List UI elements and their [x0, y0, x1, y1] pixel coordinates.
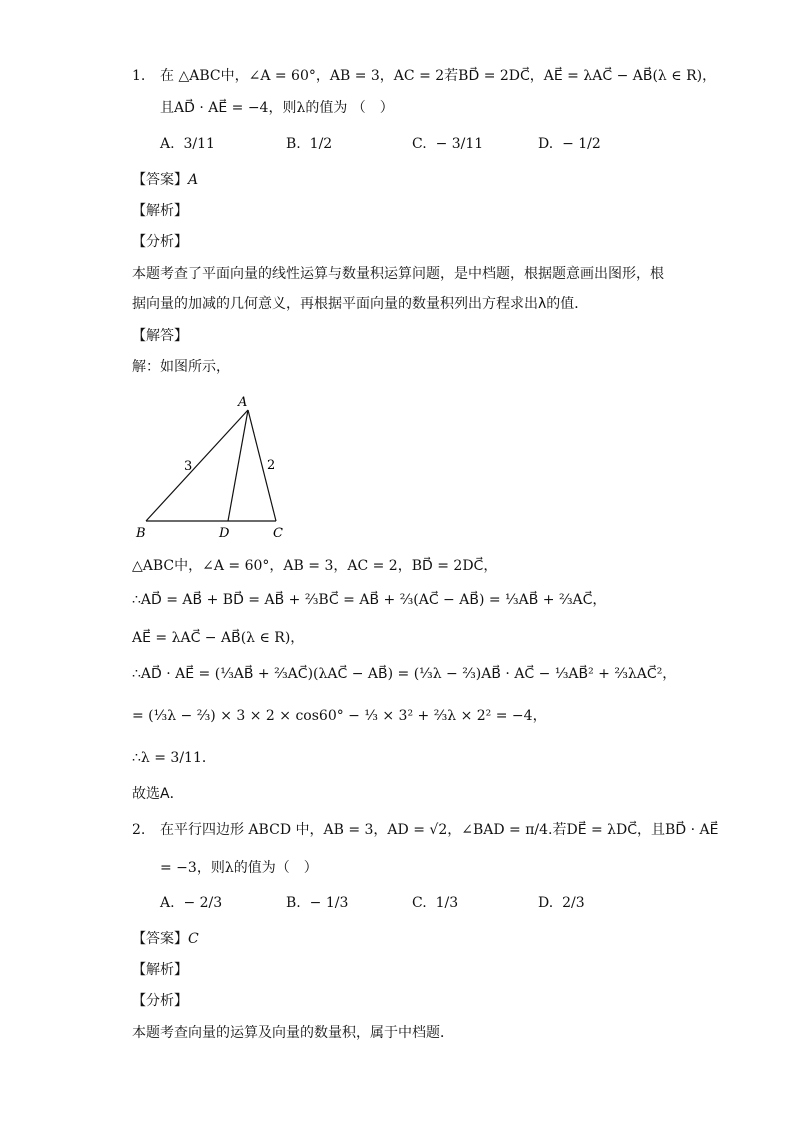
question-2-stem-line-2: = −3，则λ的值为（ ） [160, 860, 318, 876]
q1-jiexi-tag: 【解析】 [132, 203, 188, 219]
q1-step-5: = (⅓λ − ⅔) × 3 × 2 × cos60° − ⅓ × 3² + ⅔λ × 2² = −4， [132, 708, 547, 724]
question-1-stem-line-1: 在 △ABC中，∠A = 60°，AB = 3，AC = 2若BD⃗ = 2DC⃗，AE⃗ = λAC⃗ − AB⃗(λ ∈ R)， [160, 68, 717, 84]
q2-answer: 【答案】C [132, 931, 199, 947]
q2-option-a[interactable]: A. − 2/3 [160, 895, 223, 911]
q2-fenxi-text: 本题考查向量的运算及向量的数量积，属于中档题． [132, 1025, 454, 1041]
q1-option-a[interactable]: A. 3/11 [160, 136, 215, 152]
side-ab-length: 3 [184, 459, 193, 474]
q1-step-3: AE⃗ = λAC⃗ − AB⃗(λ ∈ R)， [132, 630, 305, 646]
q1-step-6: ∴λ = 3/11． [132, 750, 216, 766]
question-1-number: 1. [132, 68, 146, 84]
q1-step-2: ∴AD⃗ = AB⃗ + BD⃗ = AB⃗ + ⅔BC⃗ = AB⃗ + ⅔(AC⃗ − AB⃗) = ⅓AB⃗ + ⅔AC⃗， [132, 592, 607, 608]
q1-jieda-tag: 【解答】 [132, 328, 188, 344]
question-2-number: 2. [132, 822, 146, 838]
q1-answer: 【答案】A [132, 172, 199, 188]
q1-fenxi-tag: 【分析】 [132, 234, 188, 250]
q1-option-d[interactable]: D. − 1/2 [538, 136, 601, 152]
triangle-figure [130, 390, 300, 545]
q1-fenxi-text-1: 本题考查了平面向量的线性运算与数量积运算问题，是中档题，根据题意画出图形，根 [132, 266, 664, 282]
vertex-c-label: C [273, 526, 283, 541]
q1-option-c[interactable]: C. − 3/11 [412, 136, 484, 152]
question-1-stem-line-2: 且AD⃗ · AE⃗ = −4，则λ的值为 （ ） [160, 100, 394, 116]
q2-fenxi-tag: 【分析】 [132, 993, 188, 1009]
vertex-a-label: A [238, 395, 248, 410]
q1-option-b[interactable]: B. 1/2 [286, 136, 333, 152]
q1-step-1: △ABC中，∠A = 60°，AB = 3，AC = 2，BD⃗ = 2DC⃗， [132, 558, 498, 574]
vertex-b-label: B [136, 526, 146, 541]
q1-jie-text: 解：如图所示， [132, 359, 230, 375]
side-ab [146, 410, 248, 521]
question-2-stem-line-1: 在平行四边形 ABCD 中，AB = 3，AD = √2，∠BAD = π/4.若DE⃗ = λDC⃗，且BD⃗ · AE⃗ [160, 822, 719, 838]
q2-option-c[interactable]: C. 1/3 [412, 895, 459, 911]
q2-jiexi-tag: 【解析】 [132, 962, 188, 978]
q2-option-d[interactable]: D. 2/3 [538, 895, 585, 911]
q1-conclusion: 故选A． [132, 786, 184, 802]
side-ac-length: 2 [267, 458, 276, 473]
vertex-d-label: D [219, 526, 230, 541]
q1-step-4: ∴AD⃗ · AE⃗ = (⅓AB⃗ + ⅔AC⃗)(λAC⃗ − AB⃗) = (⅓λ − ⅔)AB⃗ · AC⃗ − ⅓AB⃗² + ⅔λAC⃗²， [132, 666, 677, 682]
segment-ad [228, 410, 248, 521]
q1-fenxi-text-2: 据向量的加减的几何意义，再根据平面向量的数量积列出方程求出λ的值． [132, 296, 589, 312]
q2-option-b[interactable]: B. − 1/3 [286, 895, 349, 911]
